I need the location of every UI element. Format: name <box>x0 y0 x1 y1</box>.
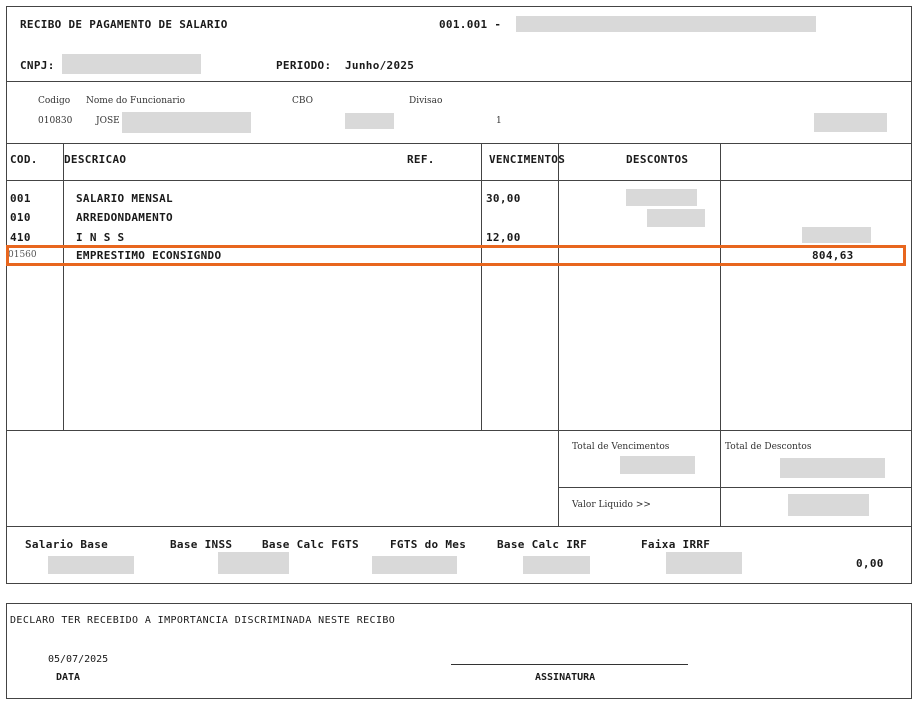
base-calc-irf-label: Base Calc IRF <box>497 538 587 551</box>
col-cbo-label: CBO <box>292 96 314 106</box>
col-divider-2 <box>481 143 482 431</box>
employee-divisao: 1 <box>496 116 502 126</box>
signature-label: ASSINATURA <box>535 672 596 683</box>
total-vencimentos-label: Total de Vencimentos <box>572 442 670 452</box>
redacted-cnpj <box>62 54 201 74</box>
totals-mid-divider <box>558 487 912 488</box>
salario-base-label: Salario Base <box>25 538 109 551</box>
row-3-ref: 12,00 <box>486 231 521 244</box>
valor-liquido-label: Valor Liquido >> <box>572 500 651 510</box>
row-1-ref: 30,00 <box>486 192 521 205</box>
period-value: Junho/2025 <box>345 59 415 72</box>
redacted-row-2-vencimento <box>647 209 705 227</box>
col-divider-3 <box>558 143 559 431</box>
col-divider-4 <box>720 143 721 431</box>
redacted-company-name <box>516 16 816 32</box>
row-2-descricao: ARREDONDAMENTO <box>76 211 173 224</box>
header-descricao: DESCRICAO <box>64 153 127 166</box>
col-divisao-label: Divisao <box>409 96 443 106</box>
redacted-base-calc-irf <box>523 556 590 574</box>
redacted-row-3-desconto <box>802 227 871 243</box>
row-2-cod: 010 <box>10 211 31 224</box>
row-4-descricao: EMPRESTIMO ECONSIGNDO <box>76 249 222 262</box>
company-code: 001.001 - <box>439 18 502 31</box>
row-4-desconto: 804,63 <box>812 249 854 262</box>
base-calc-fgts-label: Base Calc FGTS <box>262 538 359 551</box>
signature-line <box>451 664 688 665</box>
col-nome-label: Nome do Funcionario <box>86 96 185 106</box>
faixa-irrf-value: 0,00 <box>856 557 884 570</box>
base-inss-label: Base INSS <box>170 538 233 551</box>
employee-codigo: 010830 <box>38 116 73 126</box>
redacted-faixa-irrf <box>666 552 742 574</box>
row-1-cod: 001 <box>10 192 31 205</box>
redacted-salario-base <box>48 556 134 574</box>
declaration-text: DECLARO TER RECEBIDO A IMPORTANCIA DISCRIMINADA NESTE RECIBO <box>10 615 396 626</box>
period-label: PERIODO: <box>276 59 332 72</box>
redacted-total-descontos <box>780 458 885 478</box>
redacted-cbo <box>345 113 394 129</box>
date-label: DATA <box>56 672 81 683</box>
faixa-irrf-label: Faixa IRRF <box>641 538 711 551</box>
redacted-employee-name <box>122 112 251 133</box>
redacted-row-1-vencimento <box>626 189 697 206</box>
header-cod: COD. <box>10 153 38 166</box>
totals-divider-1 <box>558 430 559 527</box>
redacted-base-inss <box>218 552 289 574</box>
document-title: RECIBO DE PAGAMENTO DE SALARIO <box>20 18 228 31</box>
redacted-total-vencimentos <box>620 456 695 474</box>
col-divider-1 <box>63 143 64 431</box>
table-header-divider <box>6 180 912 181</box>
header-descontos: DESCONTOS <box>626 153 689 166</box>
redacted-valor-liquido <box>788 494 869 516</box>
row-3-descricao: I N S S <box>76 231 125 244</box>
highlighted-row <box>6 245 906 266</box>
redacted-base-calc-fgts <box>372 556 457 574</box>
cnpj-label: CNPJ: <box>20 59 55 72</box>
totals-divider-2 <box>720 430 721 527</box>
row-3-cod: 410 <box>10 231 31 244</box>
row-1-descricao: SALARIO MENSAL <box>76 192 173 205</box>
header-vencimentos: VENCIMENTOS <box>489 153 566 166</box>
col-codigo-label: Codigo <box>38 96 71 106</box>
declaration-date: 05/07/2025 <box>48 654 109 665</box>
row-4-cod: 01560 <box>8 250 37 260</box>
bases-box <box>6 526 912 584</box>
employee-name-prefix: JOSE <box>96 116 120 126</box>
redacted-employee-extra <box>814 113 887 132</box>
items-table <box>6 143 912 431</box>
fgts-do-mes-label: FGTS do Mes <box>390 538 467 551</box>
total-descontos-label: Total de Descontos <box>725 442 812 452</box>
header-ref: REF. <box>407 153 435 166</box>
